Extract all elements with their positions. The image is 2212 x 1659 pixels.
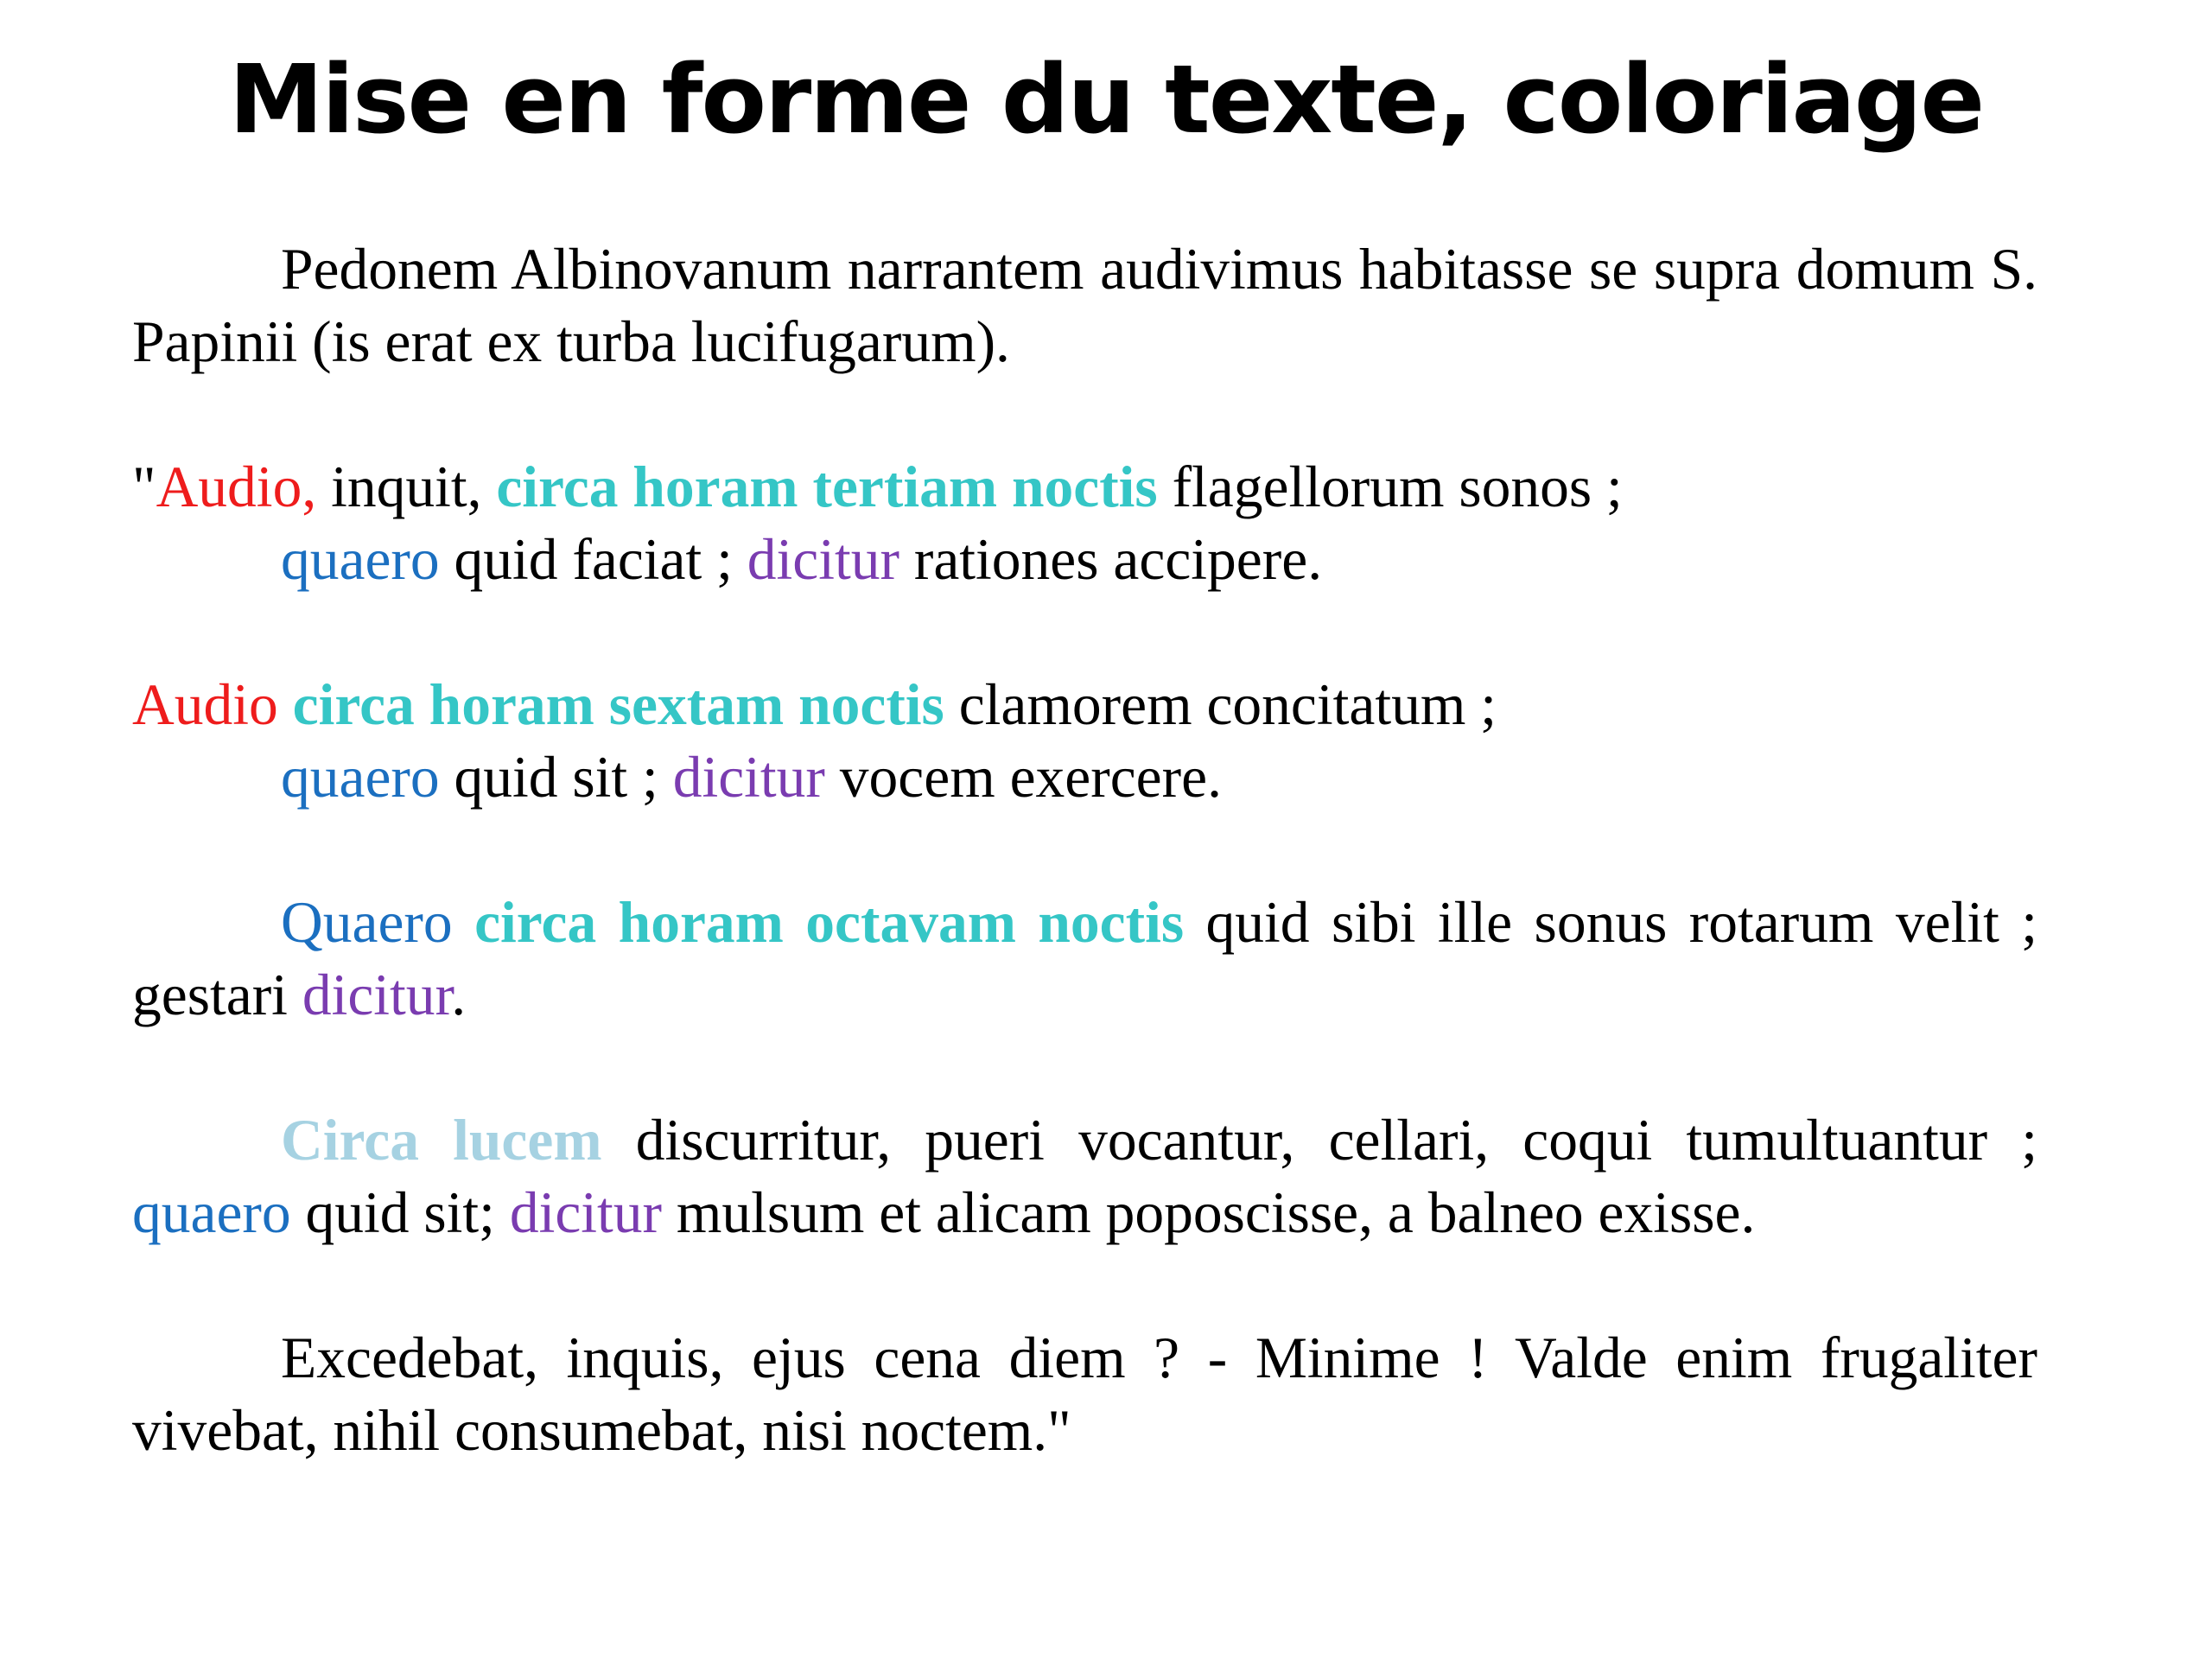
p3-line-1 — [132, 669, 2037, 741]
p3-text-3: quid sit ; — [439, 745, 673, 810]
p2-text-3: quid faciat ; — [439, 527, 747, 592]
p2-line-1 — [132, 451, 2037, 524]
paragraph-4 — [132, 887, 2037, 1032]
paragraph-5 — [132, 1104, 2037, 1249]
p2-text-1: inquit, — [316, 454, 497, 519]
word-dicitur: dicitur — [302, 963, 452, 1027]
word-audio: Audio — [132, 672, 278, 737]
p2-line-2 — [132, 524, 2037, 596]
p3-text-2: clamorem concitatum ; — [944, 672, 1497, 737]
word-quaero: quaero — [281, 745, 440, 810]
p2-text-2: flagellorum sonos ; — [1157, 454, 1623, 519]
p6-text: Excedebat, inquis, ejus cena diem ? - Minime ! Valde enim frugaliter vivebat, nihil consumebat, nisi noctem." — [132, 1325, 2037, 1463]
p4-text-2: quid sibi ille sonus rotarum velit ; gestari — [132, 890, 2037, 1027]
word-quaero: quaero — [281, 527, 440, 592]
p3-line-2 — [132, 741, 2037, 814]
p3-text-1 — [278, 672, 293, 737]
paragraph-3 — [132, 669, 2037, 814]
word-audio: Audio, — [156, 454, 317, 519]
word-dicitur: dicitur — [672, 745, 825, 810]
phrase-circa-horam-octavam: circa horam octavam noctis — [474, 890, 1185, 955]
p5-text-3: mulsum et alicam poposcisse, a balneo exisse. — [662, 1180, 1756, 1245]
p3-text-4: vocem exercere. — [824, 745, 1222, 810]
word-quaero: quaero — [132, 1180, 291, 1245]
p5-text-2: quid sit; — [290, 1180, 510, 1245]
paragraph-1 — [132, 233, 2037, 378]
phrase-circa-horam-tertiam: circa horam tertiam noctis — [496, 454, 1158, 519]
p4-text-1 — [453, 890, 474, 955]
opening-quote: " — [132, 454, 156, 519]
phrase-circa-lucem: Circa lucem — [281, 1108, 602, 1173]
paragraph-6 — [132, 1322, 2037, 1467]
paragraph-2 — [132, 451, 2037, 596]
p2-text-4: rationes accipere. — [899, 527, 1323, 592]
phrase-circa-horam-sextam: circa horam sextam noctis — [292, 672, 944, 737]
slide-body — [132, 233, 2037, 1467]
word-dicitur: dicitur — [509, 1180, 663, 1245]
word-dicitur: dicitur — [747, 527, 899, 592]
word-quaero: Quaero — [281, 890, 453, 955]
p4-text-3: . — [451, 963, 467, 1027]
p5-text-1: discurritur, pueri vocantur, cellari, coqui tumultuantur ; — [601, 1108, 2037, 1173]
slide-title: Mise en forme du texte, coloriage — [228, 44, 1984, 155]
p1-text: Pedonem Albinovanum narrantem audivimus habitasse se supra domum S. Papinii (is erat ex turba lucifugarum). — [132, 237, 2037, 374]
